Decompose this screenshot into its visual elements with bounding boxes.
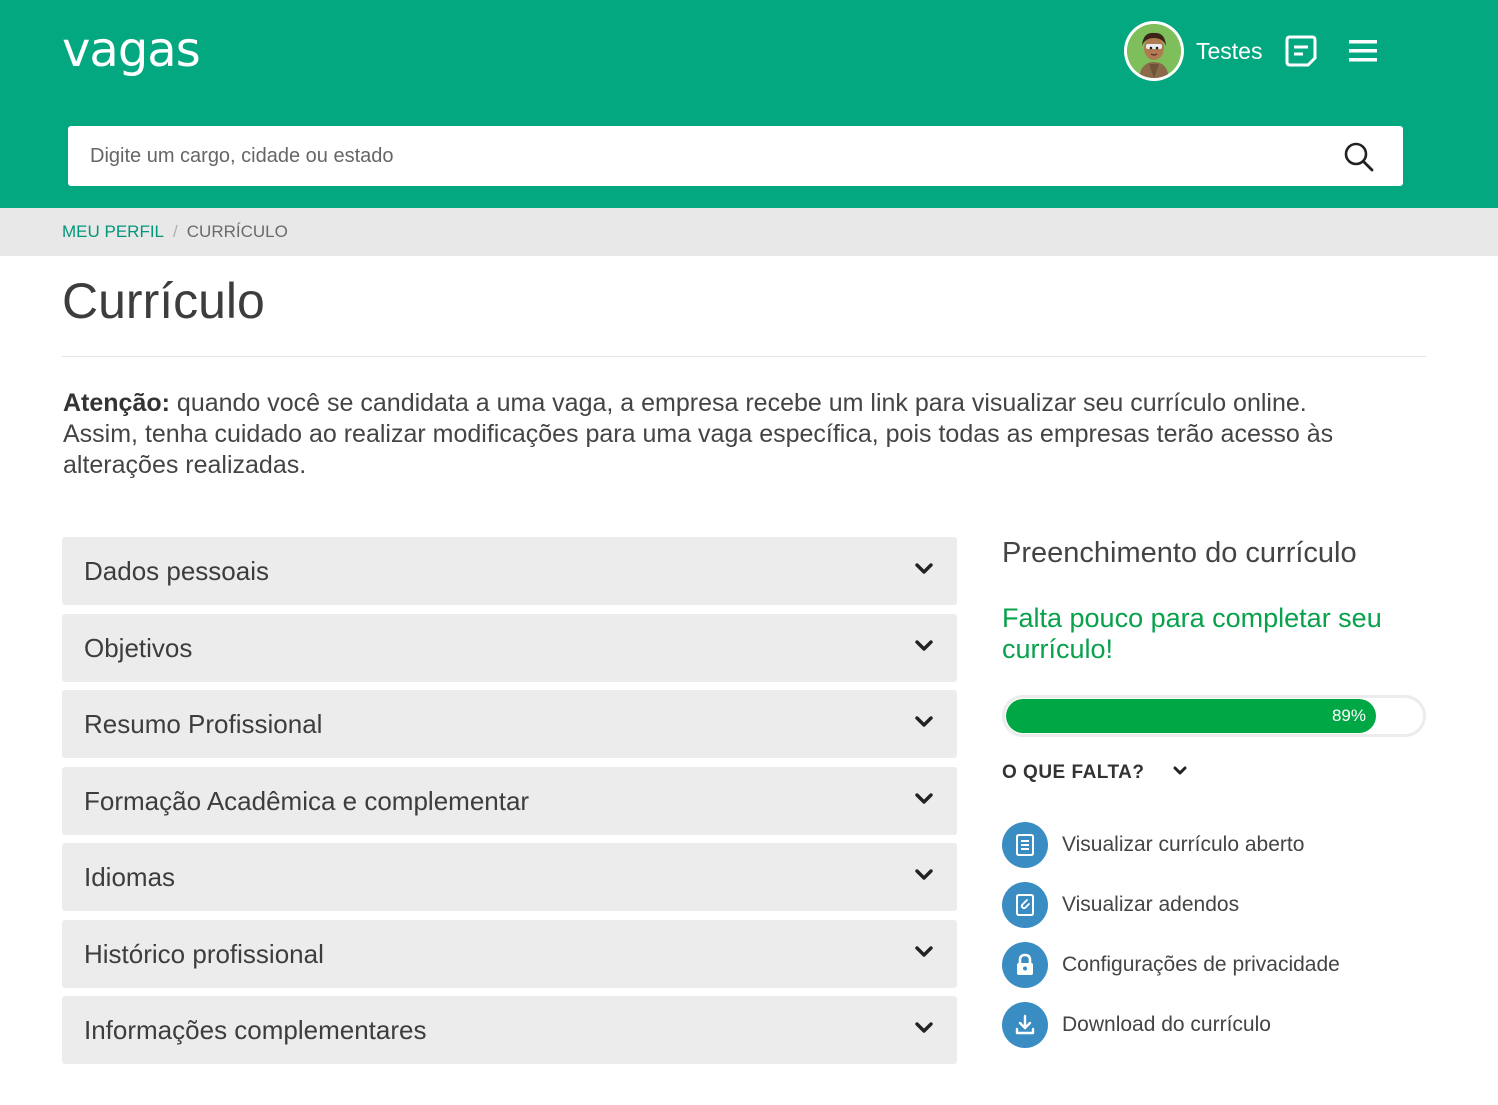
document-icon [1002,822,1048,868]
section-label: Idiomas [84,862,176,892]
section-label: Informações complementares [84,1015,427,1045]
chevron-down-icon [915,868,933,882]
attention-label: Atenção: [63,389,170,417]
breadcrumb [0,208,1498,256]
download-resume-link[interactable] [1002,1002,1271,1048]
search-input[interactable] [68,126,1338,186]
view-open-resume-link[interactable] [1002,822,1304,868]
section-resumo-profissional[interactable] [62,690,957,758]
notes-button[interactable] [1284,34,1318,68]
action-label: Download do currículo [1062,1013,1271,1036]
action-label: Visualizar currículo aberto [1062,833,1305,856]
section-label: Resumo Profissional [84,709,323,739]
search-icon[interactable] [1343,141,1375,173]
privacy-settings-link[interactable] [1002,942,1340,988]
menu-button[interactable] [1348,38,1378,64]
username[interactable]: Testes [1196,37,1263,64]
chevron-down-icon [915,639,933,653]
progress-fill [1006,699,1376,733]
breadcrumb-current: CURRÍCULO [186,222,288,241]
section-label: Formação Acadêmica e complementar [84,786,530,816]
section-label: Histórico profissional [84,939,324,969]
section-formacao-academica[interactable] [62,767,957,835]
section-label: Dados pessoais [84,556,269,586]
download-icon [1002,1002,1048,1048]
chevron-down-icon [915,1021,933,1035]
page-title: Currículo [62,273,265,329]
section-informacoes-complementares[interactable] [62,996,957,1064]
section-label: Objetivos [84,633,193,663]
missing-items-toggle[interactable] [1002,758,1187,788]
missing-items-label: O QUE FALTA? [1002,762,1145,783]
title-divider [62,356,1426,357]
logo-text: vagas [62,22,200,78]
section-idiomas[interactable] [62,843,957,911]
lock-icon [1002,942,1048,988]
breadcrumb-separator: / [173,222,178,241]
attachment-icon [1002,882,1048,928]
action-label: Visualizar adendos [1062,893,1240,916]
section-objetivos[interactable] [62,614,957,682]
attention-text: quando você se candidata a uma vaga, a empresa recebe um link para visualizar seu currículo online. Assim, tenha cuidado ao realizar modificações para uma vaga específica, pois todas as empresas terão acesso às alterações realizadas. [63,389,1334,479]
search-bar [68,126,1403,186]
avatar-image [1127,24,1181,78]
notes-icon [1284,34,1318,68]
section-dados-pessoais[interactable] [62,537,957,605]
chevron-down-icon [915,792,933,806]
user-menu[interactable] [1124,20,1262,82]
view-addenda-link[interactable] [1002,882,1239,928]
attention-notice [63,388,1383,481]
completion-progress-bar [1002,695,1426,737]
action-label: Configurações de privacidade [1062,953,1340,976]
completion-title: Preenchimento do currículo [1002,537,1357,569]
section-historico-profissional[interactable] [62,920,957,988]
breadcrumb-link-meu-perfil[interactable]: MEU PERFIL [62,222,165,241]
hamburger-menu-icon [1348,38,1378,64]
site-header [0,0,1498,208]
chevron-down-icon [915,715,933,729]
avatar[interactable] [1124,21,1184,81]
vagas-logo[interactable] [62,22,232,86]
chevron-down-icon [1173,766,1187,777]
completion-message: Falta pouco para completar seu currículo! [1002,603,1382,664]
chevron-down-icon [915,562,933,576]
progress-label: 89% [1331,706,1366,725]
chevron-down-icon [915,945,933,959]
